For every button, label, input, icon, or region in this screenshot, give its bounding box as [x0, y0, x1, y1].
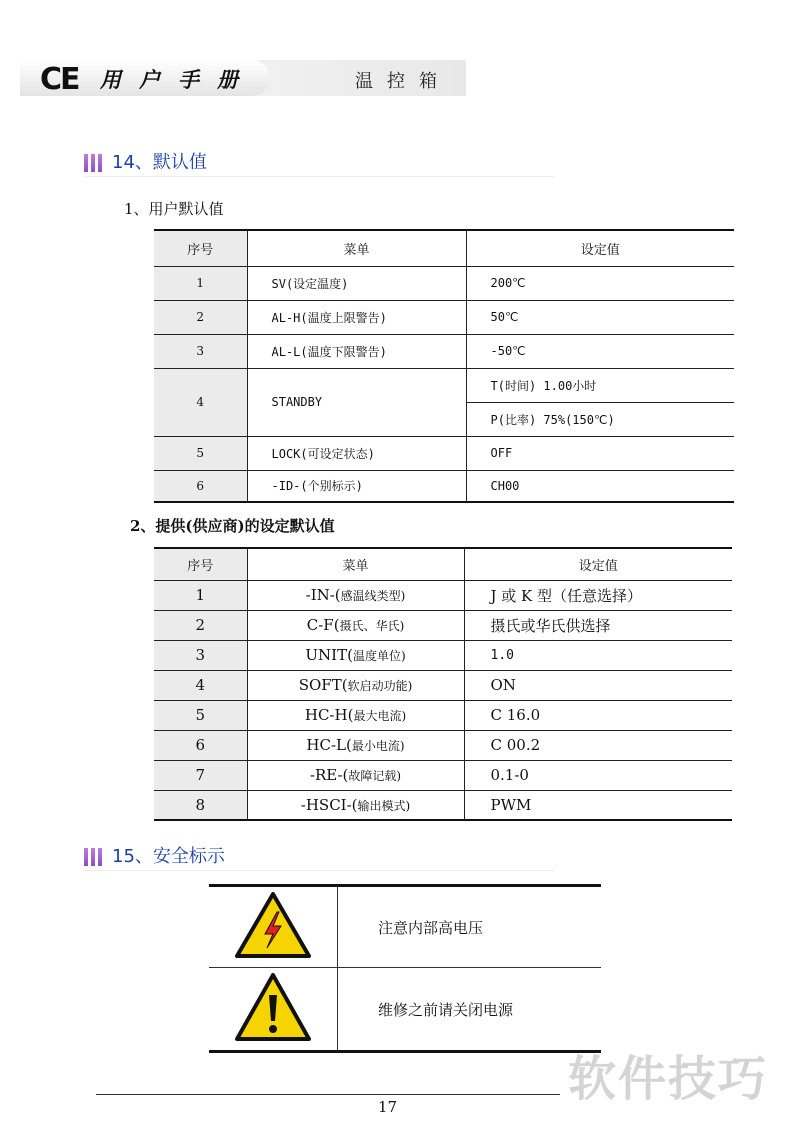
- column-header: 设定值: [466, 230, 734, 266]
- supplier-defaults-table: [154, 547, 732, 821]
- value-cell: 0.1-0: [464, 760, 732, 790]
- user-defaults-table: [154, 229, 734, 503]
- row-number: 6: [154, 730, 247, 760]
- menu-cell: AL-H(温度上限警告): [247, 300, 466, 334]
- menu-cell: -ID-(个别标示): [247, 470, 466, 502]
- table-row: [154, 368, 734, 402]
- table-row: [154, 300, 734, 334]
- value-cell: C 00.2: [464, 730, 732, 760]
- row-number: 6: [154, 470, 247, 502]
- value-cell: P(比率) 75%(150℃): [466, 402, 734, 436]
- column-header: 序号: [154, 548, 247, 580]
- table-row: [154, 700, 732, 730]
- caution-warning-icon: [233, 971, 313, 1043]
- table-row: [154, 266, 734, 300]
- table-header-row: [154, 548, 732, 580]
- value-cell: 1.0: [464, 640, 732, 670]
- row-number: 5: [154, 436, 247, 470]
- table-row: [154, 334, 734, 368]
- row-number: 1: [154, 266, 247, 300]
- menu-code: -IN-(: [305, 586, 341, 604]
- menu-code: HC-H(: [304, 706, 354, 724]
- row-number: 3: [154, 640, 247, 670]
- menu-desc: 故障记载): [348, 769, 402, 783]
- menu-desc: 摄氏、华氏): [339, 619, 405, 633]
- table-row: [154, 610, 732, 640]
- safety-label: 注意内部高电压: [338, 886, 602, 968]
- menu-cell: [247, 580, 464, 610]
- section-15-heading: [84, 842, 554, 871]
- safety-row: [209, 968, 601, 1052]
- safety-icon-cell: [209, 886, 338, 968]
- table-row: [154, 436, 734, 470]
- high-voltage-warning-icon: [233, 890, 313, 960]
- value-cell: 摄氏或华氏供选择: [464, 610, 732, 640]
- safety-row: [209, 886, 601, 968]
- menu-cell: [247, 610, 464, 640]
- column-header: 菜单: [247, 230, 466, 266]
- supplier-defaults-title: 2、提供(供应商)的设定默认值: [130, 517, 335, 535]
- section-15-title: 15、安全标示: [112, 846, 225, 867]
- menu-cell: [247, 670, 464, 700]
- value-cell: C 16.0: [464, 700, 732, 730]
- section-14-heading: [84, 148, 554, 177]
- menu-code: -RE-(: [309, 766, 349, 784]
- value-cell: ON: [464, 670, 732, 700]
- safety-label: 维修之前请关闭电源: [338, 968, 602, 1052]
- table-row: [154, 790, 732, 820]
- value-cell: PWM: [464, 790, 732, 820]
- safety-signs-table: [209, 884, 601, 1053]
- value-cell: J 或 K 型（任意选择）: [464, 580, 732, 610]
- section-14-title: 14、默认值: [112, 152, 207, 173]
- menu-cell: [247, 790, 464, 820]
- table-header-row: [154, 230, 734, 266]
- product-name: 温控箱: [355, 71, 451, 92]
- value-cell: 50℃: [466, 300, 734, 334]
- watermark: 软件技巧: [568, 1051, 769, 1107]
- menu-cell: AL-L(温度下限警告): [247, 334, 466, 368]
- table-row: [154, 580, 732, 610]
- row-number: 8: [154, 790, 247, 820]
- heading-bars-icon: [84, 154, 104, 172]
- value-cell: OFF: [466, 436, 734, 470]
- value-cell: CH00: [466, 470, 734, 502]
- row-number: 7: [154, 760, 247, 790]
- manual-title: 用户手册: [100, 68, 256, 92]
- menu-desc: 感温线类型): [340, 589, 406, 603]
- column-header: 序号: [154, 230, 247, 266]
- menu-desc: 输出模式): [357, 798, 411, 813]
- menu-cell: STANDBY: [247, 368, 466, 436]
- ce-logo: CE: [40, 62, 79, 97]
- row-number: 2: [154, 300, 247, 334]
- heading-bars-icon: [84, 848, 104, 866]
- footer-divider: [96, 1094, 560, 1095]
- menu-code: UNIT(: [305, 646, 353, 664]
- column-header: 设定值: [464, 548, 732, 580]
- page-number: 17: [378, 1098, 398, 1116]
- menu-cell: [247, 640, 464, 670]
- menu-cell: [247, 700, 464, 730]
- table-row: [154, 760, 732, 790]
- row-number: 5: [154, 700, 247, 730]
- value-cell: T(时间) 1.00小时: [466, 368, 734, 402]
- menu-code: C-F(: [306, 616, 340, 634]
- menu-code: -HSCI-(: [300, 795, 358, 814]
- menu-desc: 温度单位): [352, 649, 406, 663]
- table-row: [154, 470, 734, 502]
- value-cell: 200℃: [466, 266, 734, 300]
- user-defaults-title: 1、用户默认值: [124, 200, 224, 218]
- menu-cell: [247, 760, 464, 790]
- column-header: 菜单: [247, 548, 464, 580]
- table-row: [154, 670, 732, 700]
- menu-code: SOFT(: [298, 676, 348, 694]
- menu-cell: [247, 730, 464, 760]
- menu-desc: 软启动功能): [347, 679, 413, 693]
- menu-desc: 最小电流): [351, 739, 405, 753]
- row-number: 4: [154, 670, 247, 700]
- safety-icon-cell: [209, 968, 338, 1052]
- table-row: [154, 730, 732, 760]
- menu-desc: 最大电流): [353, 709, 407, 723]
- value-cell: -50℃: [466, 334, 734, 368]
- menu-cell: LOCK(可设定状态): [247, 436, 466, 470]
- row-number: 2: [154, 610, 247, 640]
- row-number: 4: [154, 368, 247, 436]
- row-number: 3: [154, 334, 247, 368]
- menu-cell: SV(设定温度): [247, 266, 466, 300]
- menu-code: HC-L(: [306, 736, 352, 754]
- table-row: [154, 640, 732, 670]
- row-number: 1: [154, 580, 247, 610]
